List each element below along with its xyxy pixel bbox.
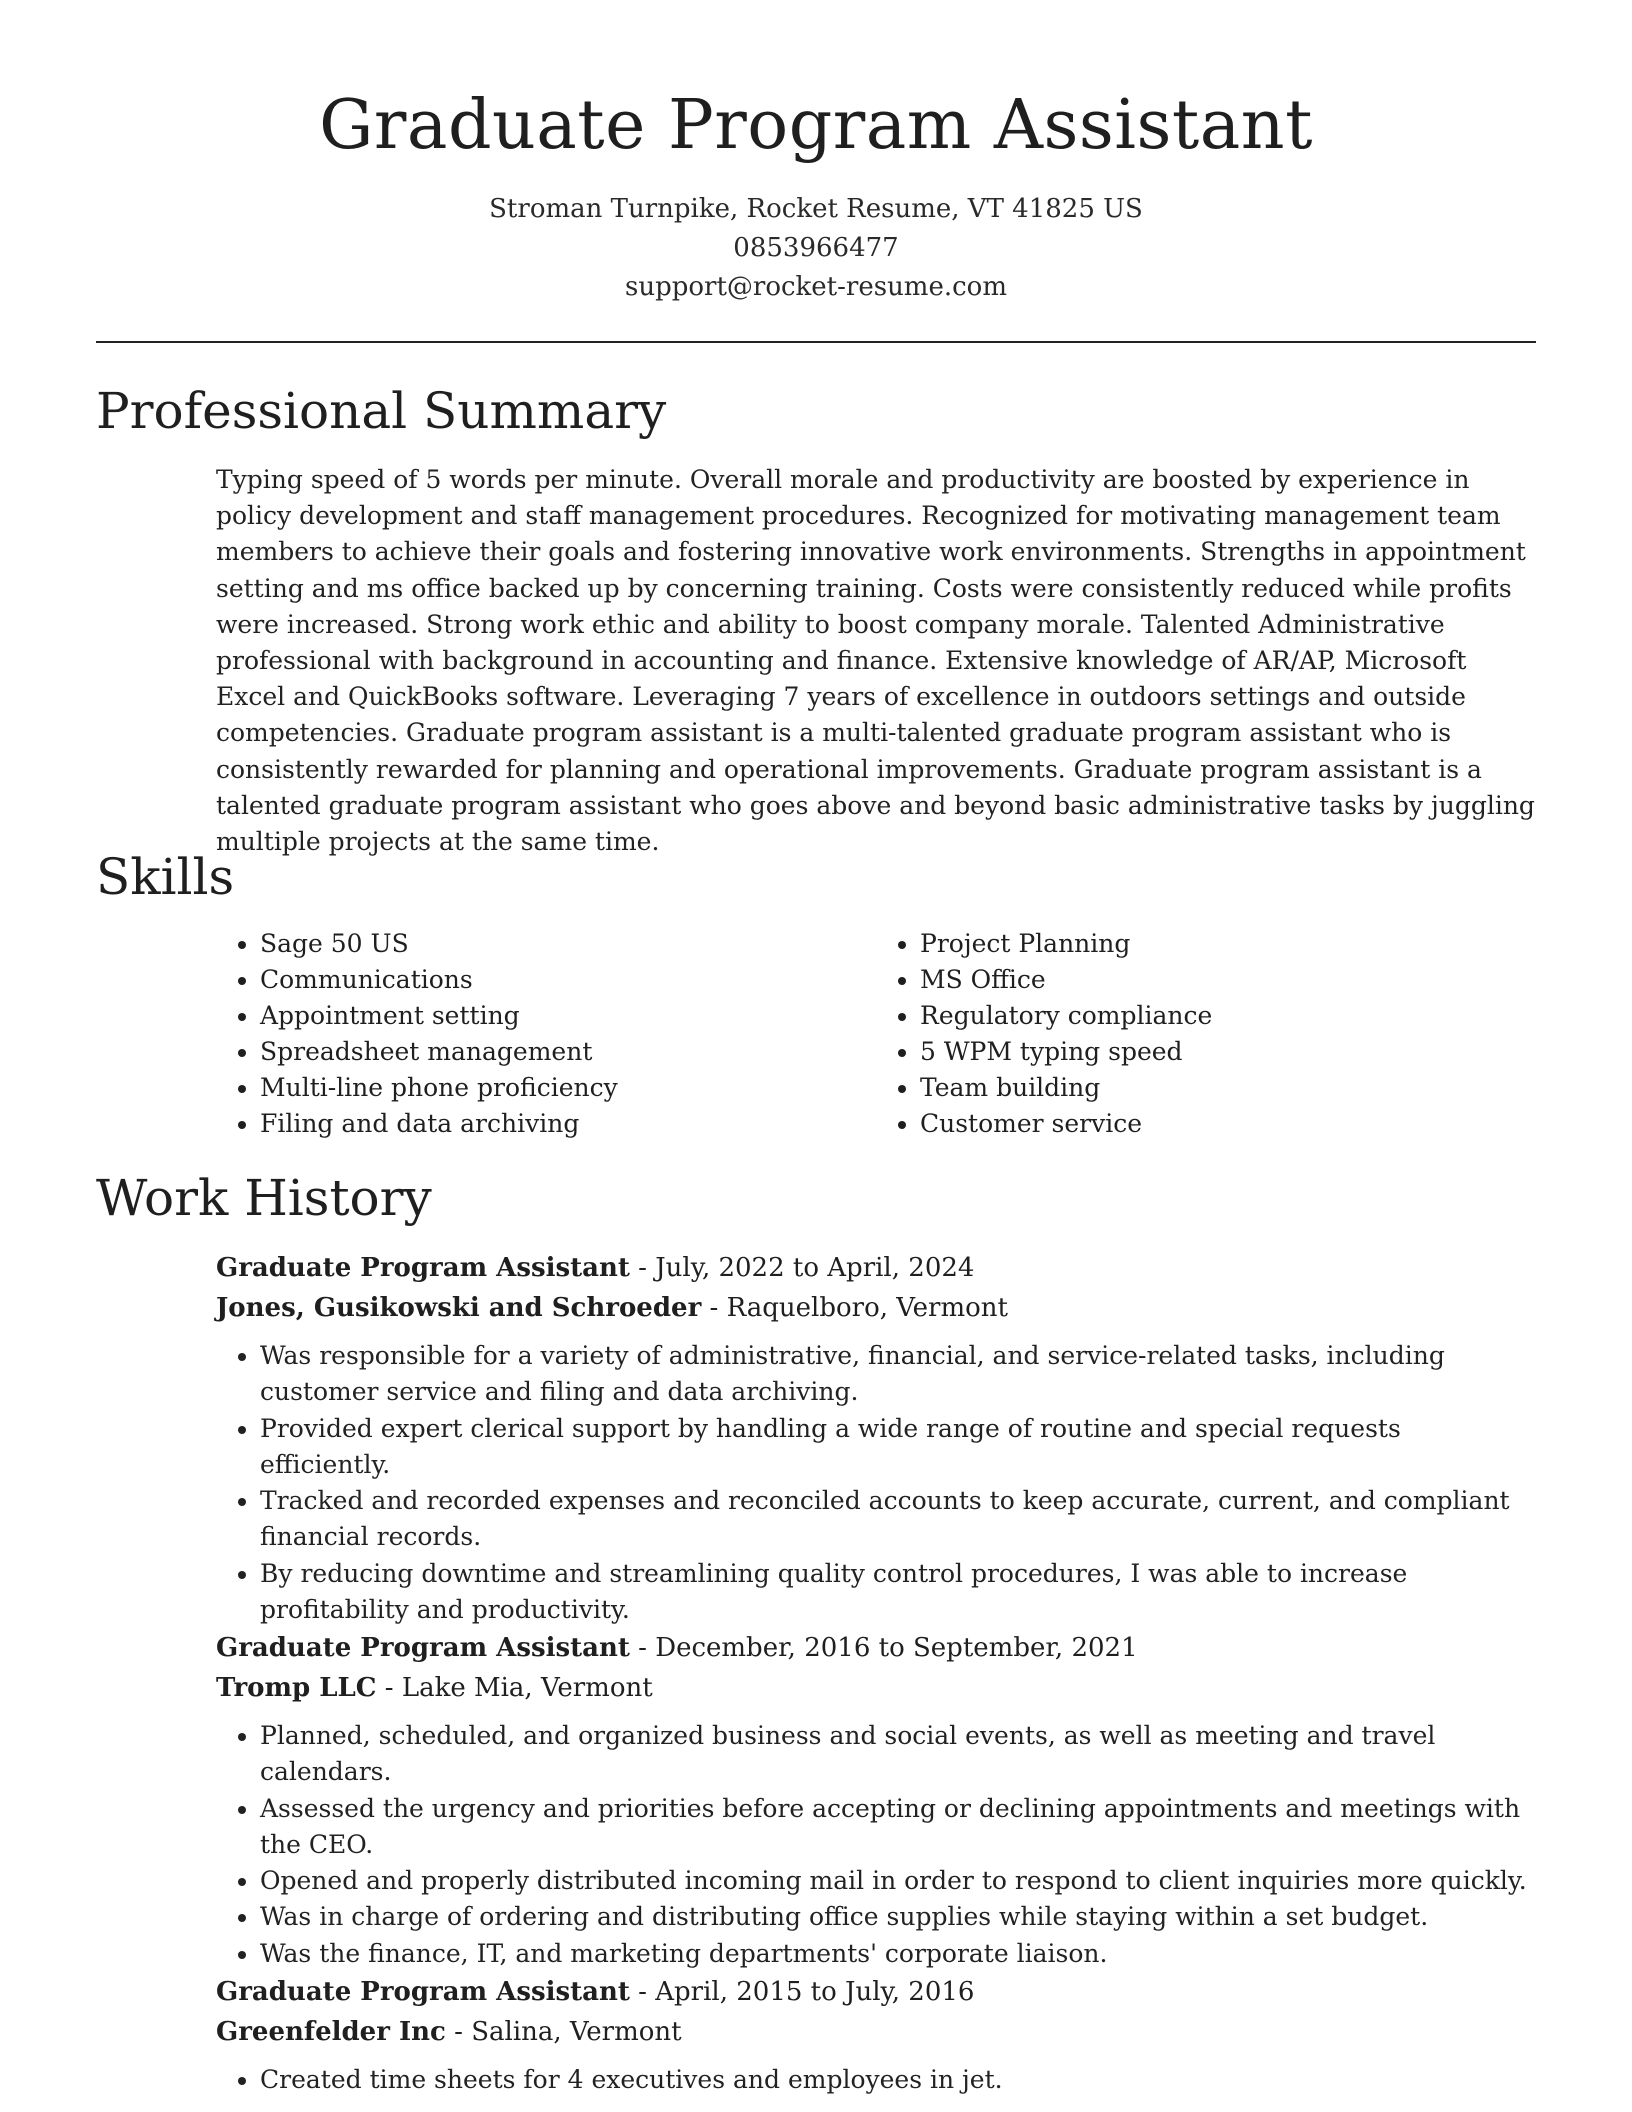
job-duty: • Was the finance, IT, and marketing departments' corporate liaison. bbox=[260, 1936, 1536, 1972]
skill-item: • Appointment setting bbox=[260, 998, 876, 1034]
resume-name: Graduate Program Assistant bbox=[319, 86, 1313, 165]
job-entry bbox=[216, 1972, 1536, 2098]
skill-item: • MS Office bbox=[920, 962, 1536, 998]
job-role: Graduate Program Assistant bbox=[216, 1253, 630, 1283]
summary-text: Typing speed of 5 words per minute. Overall morale and productivity are boosted by experience in policy development and staff management procedures. Recognized for motivating management team members to achieve their goals and fostering innovative work environments. Strengths in appointment setting and ms office backed up by concerning training. Costs were consistently reduced while profits were increased. Strong work ethic and ability to boost company morale. Talented Administrative professional with background in accounting and finance. Extensive knowledge of AR/AP, Microsoft Excel and QuickBooks software. Leveraging 7 years of excellence in outdoors settings and outside competencies. Graduate program assistant is a multi-talented graduate program assistant who is consistently rewarded for planning and operational improvements. Graduate program assistant is a talented graduate program assistant who goes above and beyond basic administrative tasks by juggling multiple projects at the same time. bbox=[216, 465, 1535, 857]
job-company-line bbox=[216, 1668, 1536, 1708]
job-duty: • Assessed the urgency and priorities before accepting or declining appointments and meetings with the CEO. bbox=[260, 1791, 1536, 1864]
job-duty: • Tracked and recorded expenses and reconciled accounts to keep accurate, current, and compliant financial records. bbox=[260, 1483, 1536, 1556]
job-duty: • Planned, scheduled, and organized business and social events, as well as meeting and travel calendars. bbox=[260, 1718, 1536, 1791]
work-history-heading: Work History bbox=[96, 1169, 432, 1227]
contact-email: support@rocket-resume.com bbox=[624, 272, 1007, 302]
header-divider bbox=[96, 341, 1536, 343]
skill-item: • Spreadsheet management bbox=[260, 1034, 876, 1070]
job-entry bbox=[216, 1628, 1536, 1972]
job-dates: - July, 2022 to April, 2024 bbox=[629, 1253, 975, 1283]
skill-item: • Filing and data archiving bbox=[260, 1106, 876, 1142]
skill-item: • Regulatory compliance bbox=[920, 998, 1536, 1034]
job-duty: • Was responsible for a variety of administrative, financial, and service-related tasks, including customer service and filing and data archiving. bbox=[260, 1338, 1536, 1411]
skills-list bbox=[216, 926, 1536, 1142]
skill-item: • Multi-line phone proficiency bbox=[260, 1070, 876, 1106]
skills-column-right bbox=[876, 926, 1536, 1142]
job-duty: • Opened and properly distributed incoming mail in order to respond to client inquiries more quickly. bbox=[260, 1863, 1536, 1899]
job-location: - Lake Mia, Vermont bbox=[376, 1673, 653, 1703]
job-duties bbox=[216, 1338, 1536, 1628]
job-title-line bbox=[216, 1972, 1536, 2012]
job-location: - Raquelboro, Vermont bbox=[701, 1293, 1008, 1323]
job-title-line bbox=[216, 1248, 1536, 1288]
contact-address: Stroman Turnpike, Rocket Resume, VT 41825 US bbox=[489, 194, 1143, 224]
job-role: Graduate Program Assistant bbox=[216, 1977, 630, 2007]
job-company: Greenfelder Inc bbox=[216, 2017, 446, 2047]
job-duty: • Created time sheets for 4 executives and employees in jet. bbox=[260, 2062, 1536, 2098]
job-company: Tromp LLC bbox=[216, 1673, 377, 1703]
skill-item: • Project Planning bbox=[920, 926, 1536, 962]
job-location: - Salina, Vermont bbox=[445, 2017, 682, 2047]
job-dates: - April, 2015 to July, 2016 bbox=[629, 1977, 975, 2007]
job-role: Graduate Program Assistant bbox=[216, 1633, 630, 1663]
job-duty: • Was in charge of ordering and distributing office supplies while staying within a set budget. bbox=[260, 1899, 1536, 1935]
job-duty: • By reducing downtime and streamlining quality control procedures, I was able to increase profitability and productivity. bbox=[260, 1556, 1536, 1629]
skill-item: • Communications bbox=[260, 962, 876, 998]
job-title-line bbox=[216, 1628, 1536, 1668]
job-duties bbox=[216, 1718, 1536, 1972]
contact-phone: 0853966477 bbox=[733, 233, 899, 263]
skill-item: • Team building bbox=[920, 1070, 1536, 1106]
contact-block bbox=[0, 190, 1632, 307]
job-company: Jones, Gusikowski and Schroeder bbox=[216, 1293, 702, 1323]
job-company-line bbox=[216, 1288, 1536, 1328]
job-entry bbox=[216, 1248, 1536, 1628]
skills-column-left bbox=[216, 926, 876, 1142]
job-duty: • Provided expert clerical support by handling a wide range of routine and special requests efficiently. bbox=[260, 1411, 1536, 1484]
skill-item: • Sage 50 US bbox=[260, 926, 876, 962]
skill-item: • 5 WPM typing speed bbox=[920, 1034, 1536, 1070]
skills-heading: Skills bbox=[96, 848, 235, 906]
job-duties bbox=[216, 2062, 1536, 2098]
skill-item: • Customer service bbox=[920, 1106, 1536, 1142]
job-company-line bbox=[216, 2012, 1536, 2052]
resume-header bbox=[0, 0, 1632, 307]
job-dates: - December, 2016 to September, 2021 bbox=[629, 1633, 1138, 1663]
summary-heading: Professional Summary bbox=[96, 382, 667, 440]
